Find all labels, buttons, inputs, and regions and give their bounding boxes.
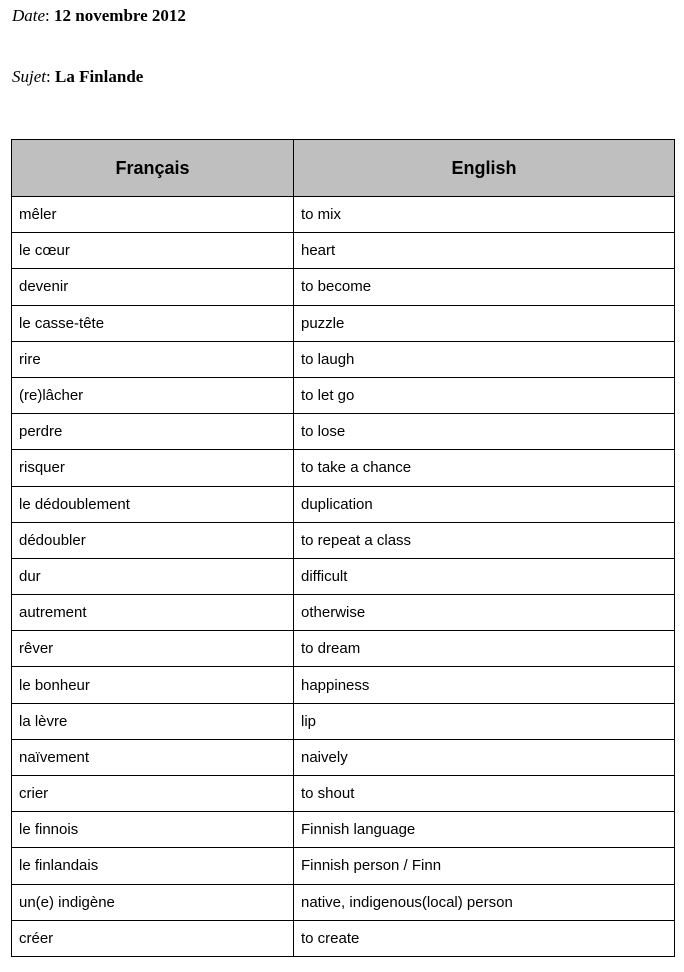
date-line: Date: 12 novembre 2012 <box>12 6 186 25</box>
subject-line: Sujet: La Finlande <box>12 67 144 86</box>
french-term-cell: le finlandais <box>12 848 294 884</box>
french-term-cell: (re)lâcher <box>12 377 294 413</box>
table-row <box>12 884 675 920</box>
table-row <box>12 776 675 812</box>
table-header-row <box>12 140 675 197</box>
vocabulary-table <box>11 139 675 957</box>
english-translation-cell: difficult <box>294 558 675 594</box>
french-term-cell: le casse-tête <box>12 305 294 341</box>
english-translation-cell: heart <box>294 233 675 269</box>
french-term-cell: le finnois <box>12 812 294 848</box>
french-term-cell: devenir <box>12 269 294 305</box>
table-row <box>12 739 675 775</box>
table-row <box>12 450 675 486</box>
table-row <box>12 920 675 956</box>
table-row <box>12 486 675 522</box>
table-row <box>12 631 675 667</box>
english-translation-cell: native, indigenous(local) person <box>294 884 675 920</box>
table-row <box>12 233 675 269</box>
table-row <box>12 667 675 703</box>
french-term-cell: le dédoublement <box>12 486 294 522</box>
english-translation-cell: to laugh <box>294 341 675 377</box>
french-term-cell: le cœur <box>12 233 294 269</box>
date-value: 12 novembre 2012 <box>54 6 186 25</box>
table-row <box>12 414 675 450</box>
table-row <box>12 377 675 413</box>
subject-label: Sujet <box>12 67 46 86</box>
table-row <box>12 305 675 341</box>
table-body <box>12 197 675 957</box>
english-translation-cell: naively <box>294 739 675 775</box>
column-header-french: Français <box>12 140 294 197</box>
french-term-cell: dur <box>12 558 294 594</box>
english-translation-cell: to repeat a class <box>294 522 675 558</box>
french-term-cell: mêler <box>12 197 294 233</box>
english-translation-cell: otherwise <box>294 595 675 631</box>
english-translation-cell: to mix <box>294 197 675 233</box>
french-term-cell: rêver <box>12 631 294 667</box>
french-term-cell: crier <box>12 776 294 812</box>
table-row <box>12 703 675 739</box>
english-translation-cell: to become <box>294 269 675 305</box>
english-translation-cell: to shout <box>294 776 675 812</box>
english-translation-cell: to dream <box>294 631 675 667</box>
english-translation-cell: Finnish language <box>294 812 675 848</box>
english-translation-cell: to let go <box>294 377 675 413</box>
french-term-cell: perdre <box>12 414 294 450</box>
table-row <box>12 595 675 631</box>
french-term-cell: dédoubler <box>12 522 294 558</box>
table-row <box>12 558 675 594</box>
english-translation-cell: to create <box>294 920 675 956</box>
english-translation-cell: duplication <box>294 486 675 522</box>
table-row <box>12 848 675 884</box>
column-header-english: English <box>294 140 675 197</box>
table-row <box>12 341 675 377</box>
french-term-cell: un(e) indigène <box>12 884 294 920</box>
english-translation-cell: to lose <box>294 414 675 450</box>
french-term-cell: le bonheur <box>12 667 294 703</box>
table-row <box>12 269 675 305</box>
french-term-cell: la lèvre <box>12 703 294 739</box>
french-term-cell: créer <box>12 920 294 956</box>
english-translation-cell: lip <box>294 703 675 739</box>
french-term-cell: autrement <box>12 595 294 631</box>
french-term-cell: risquer <box>12 450 294 486</box>
table-row <box>12 522 675 558</box>
english-translation-cell: Finnish person / Finn <box>294 848 675 884</box>
table-row <box>12 197 675 233</box>
subject-value: La Finlande <box>54 67 144 86</box>
french-term-cell: rire <box>12 341 294 377</box>
english-translation-cell: to take a chance <box>294 450 675 486</box>
table-row <box>12 812 675 848</box>
date-label: Date <box>12 6 46 25</box>
french-term-cell: naïvement <box>12 739 294 775</box>
english-translation-cell: puzzle <box>294 305 675 341</box>
english-translation-cell: happiness <box>294 667 675 703</box>
